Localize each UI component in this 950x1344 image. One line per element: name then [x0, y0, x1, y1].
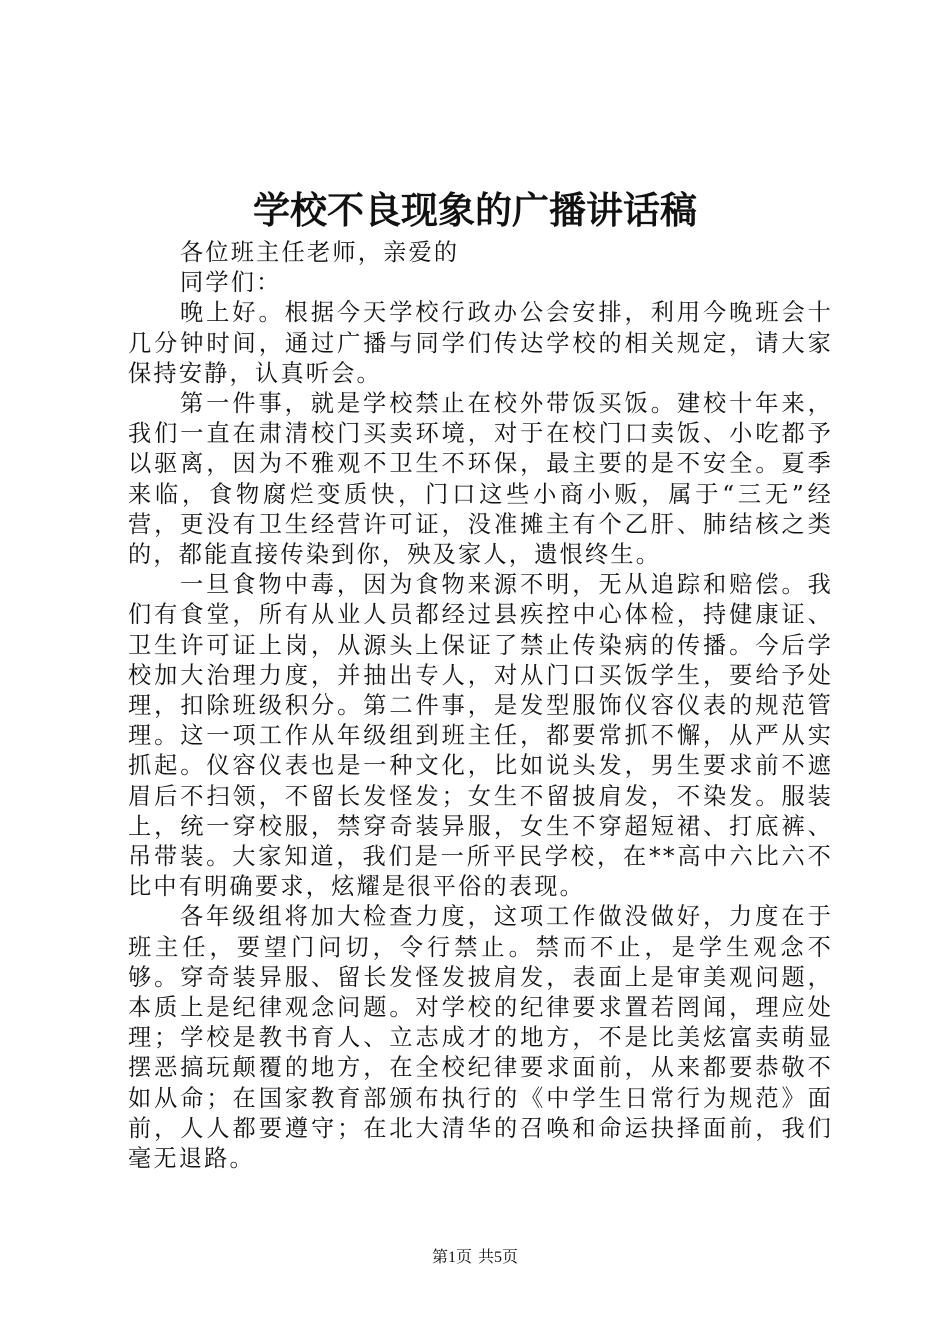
paragraph-first-matter: 第一件事，就是学校禁止在校外带饭买饭。建校十年来，我们一直在肃清校门买卖环境，对于在校门口卖饭、小吃都予以驱离，因为不雅观不卫生不环保，最主要的是不安全。夏季来临，食物腐烂变质快，门口这些小商小贩，属于“三无”经营，更没有卫生经营许可证，没准摊主有个乙肝、肺结核之类的，都能直接传染到你，殃及家人，遗恨终生。: [128, 390, 833, 569]
page-footer: [0, 1244, 950, 1267]
paragraph-food-safety: 一旦食物中毒，因为食物来源不明，无从追踪和赔偿。我们有食堂，所有从业人员都经过县疾控中心体检，持健康证、卫生许可证上岗，从源头上保证了禁止传染病的传播。今后学校加大治理力度，并抽出专人，对从门口买饭学生，要给予处理，扣除班级积分。第二件事，是发型服饰仪容仪表的规范管理。这一项工作从年级组到班主任，都要常抓不懈，从严从实抓起。仪容仪表也是一种文化，比如说头发，男生要求前不遮眉后不扫领，不留长发怪发；女生不留披肩发，不染发。服装上，统一穿校服，禁穿奇装异服，女生不穿超短裙、打底裤、吊带装。大家知道，我们是一所平民学校，在**高中六比六不比中有明确要求，炫耀是很平俗的表现。: [128, 571, 833, 901]
salutation-line-1: 各位班主任老师，亲爱的: [180, 239, 460, 266]
page-number: 第1页: [431, 1249, 472, 1266]
salutation-line-2: 同学们：: [180, 269, 282, 297]
document-title: 学校不良现象的广播讲话稿: [253, 188, 697, 232]
paragraph-greeting: 晚上好。根据今天学校行政办公会安排，利用今晚班会十几分钟时间，通过广播与同学们传达学校的相关规定，请大家保持安静，认真听会。: [128, 299, 833, 387]
document-body: [128, 238, 833, 1174]
paragraph-discipline: 各年级组将加大检查力度，这项工作做没做好，力度在于班主任，要望门问切，令行禁止。禁而不止，是学生观念不够。穿奇装异服、留长发怪发披肩发，表面上是审美观问题，本质上是纪律观念问题。对学校的纪律要求置若罔闻，理应处理；学校是教书育人、立志成才的地方，不是比美炫富卖萌显摆恶搞玩颠覆的地方，在全校纪律要求面前，从来都要恭敬不如从命；在国家教育部颁布执行的《中学生日常行为规范》面前，人人都要遵守；在北大清华的召唤和命运抉择面前，我们毫无退路。: [128, 903, 833, 1173]
page-total: 共5页: [478, 1249, 519, 1266]
